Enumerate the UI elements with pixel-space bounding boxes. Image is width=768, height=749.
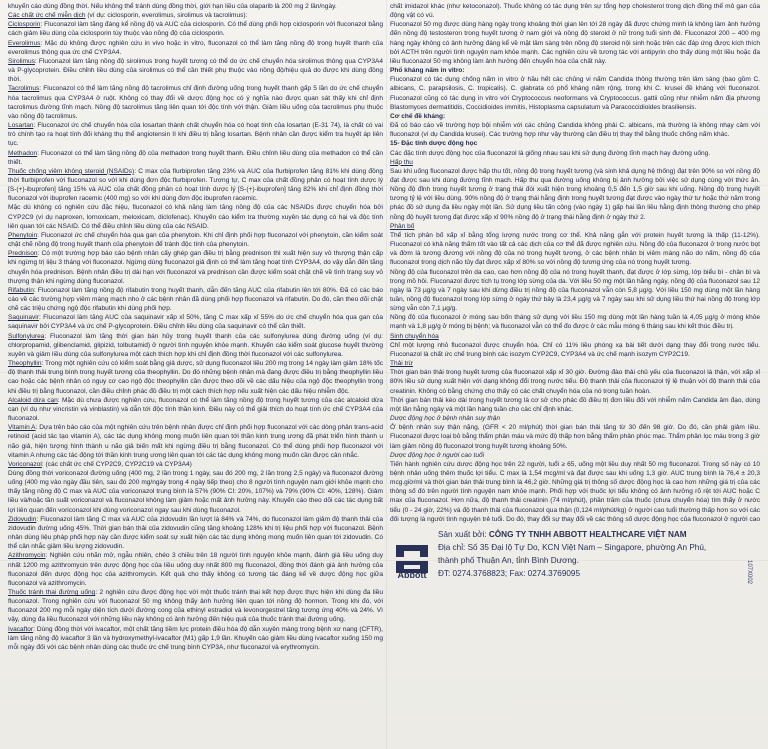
paragraph-text: Fluconazol 50 mg được dùng hàng ngày trong khoảng thời gian lên tới 28 ngày đã được chứng minh là không làm ảnh hưởng đến nồng độ testosteron trong huyết tương ở nam giới và nồng độ steroid ở nữ trong tuổi sinh đẻ. Fluconazol 200 – 400 mg hàng ngày không có ảnh hưởng đáng kể về mặt lâm sàng trên nồng độ steroid nội sinh hoặc trên các đáp ứng được kích thích bởi ACTH trên người tình nguyện nam khỏe mạnh. Các nghiên cứu về tương tác với antipyrin cho thấy dùng một liều hoặc đa liều fluconazol 50 mg không làm ảnh hưởng đến chuyển hóa của chất này. — [390, 21, 760, 65]
term-label: Phenytoin — [8, 231, 38, 239]
paragraph — [390, 121, 760, 139]
paragraph — [8, 2, 383, 11]
paragraph — [390, 2, 760, 20]
term-label: Tacrolimus — [8, 85, 40, 93]
paragraph-text: Thể tích phân bố xấp xỉ bằng tổng lượng nước trong cơ thể. Khả năng gắn với protein huyết tương là thấp (11-12%). Fluconazol có khả năng thấm tốt vào tất cả các dịch của cơ thể đã được nghiên cứu. Nồng độ của fluconazol ở trong nước bọt và đờm là tương đương với nồng độ của nó trong huyết tương, ở các bệnh nhân bị viêm màng não do nấm, nồng độ của fluconazol trong dịch não tủy đạt được xấp xỉ 80% so với nồng độ tương ứng của nó trong huyết tương. — [390, 231, 760, 267]
term-label: Saquinavir — [8, 314, 39, 322]
sub-label: Phân bố — [390, 222, 415, 230]
paragraph — [8, 359, 383, 396]
term-label: Zidovudin — [8, 515, 37, 523]
paragraph — [390, 313, 760, 331]
paragraph-text: Fluconazol có tác dụng chống nấm in vitro ở hầu hết các chủng vi nấm Candida thông thường trên lâm sàng (bao gồm C. albicans, C. parapsilosis, C. tropicalis). C. glabrata có phổ kháng nấm rộng, trong khi C. krusei đề kháng với fluconazol. Fluconazol cũng có tác dụng in vitro với Cryptococcus neoformans và Cryptococcus. gattii cũng như nhiễm nấm địa phương Blastomyces dermatitidis, Coccidioides immitis, Histoplasma capsulatum và Paracoccidioides brasiliensis. — [390, 76, 760, 111]
paragraph-text: : Fluconazol làm tăng thời gian bán hủy trong huyết thanh của các sulfonylurea dùng đường uống (ví dụ: chlorpropamid, glibenclamid, glipizid, tolbutamid) ở người tình nguyện khỏe mạnh. Khuyến cáo kiểm soát glucose huyết thường xuyên và giảm liều dùng của sulfonylurea một cách thích hợp khi chỉ định đồng thời fluconazol với các sulfonylurea. — [8, 332, 383, 358]
paragraph — [390, 414, 760, 423]
term-label: Ciclosporin — [8, 21, 41, 29]
column-divider — [386, 0, 387, 749]
paragraph — [390, 460, 760, 524]
paragraph-text: Dùng đồng thời voriconazol đường uống (400 mg, 2 lần trong 1 ngày, sau đó 200 mg, 2 lần trong 2,5 ngày) và fluconazol đường uống (400 mg vào ngày đầu tiên, sau đó 200 mg/ngày trong 4 ngày tiếp theo) cho 8 người tình nguyện nam giới khỏe mạnh cho thấy tăng nồng độ C max và AUC của voriconazol trung bình là 57% (90% CI: 20%, 107%) và 79% (90% CI: 40%, 128%). Giảm liều và/hoặc tần suất voriconazol và fluconazol không làm giảm hoặc mất ảnh hưởng này. Khuyến cáo theo dõi các tác dụng bất lợi liên quan đến voriconazol khi dùng voriconazol ngay sau khi dùng fluconazol. — [8, 469, 383, 514]
manufacturer-name: CÔNG TY TNHH ABBOTT HEALTHCARE VIỆT NAM — [488, 530, 687, 539]
paragraph-text: : Trong một nghiên cứu có kiểm soát bằng giả dược, sử dụng fluconazol liều 200 mg trong 14 ngày làm giảm 18% tốc độ thanh thải trung bình trong huyết tương của theophyllin. Do đó những bệnh nhân mà đang được điều trị bằng theophyllin liều cao hoặc các bệnh nhân có nguy cơ cao ngộ độc theophyllin cần được theo dõi về các dấu hiệu của ngộ độc theophyllin trong khi điều trị bằng fluconazol, cần điều chỉnh phác đồ điều trị một cách thích hợp nếu xuất hiện các dấu hiệu nhiễm độc. — [8, 360, 383, 395]
sub-label: Hấp thu — [390, 158, 413, 166]
term-label: Voriconazol — [8, 460, 42, 468]
manufacturer-label: Sản xuất bởi: — [438, 530, 489, 539]
term-label: Alcaloid dừa cạn — [8, 396, 58, 404]
paragraph — [8, 84, 383, 121]
paragraph — [390, 231, 760, 268]
left-text-column — [8, 2, 383, 747]
term-label: Sulfonylurea — [8, 332, 45, 340]
paragraph — [8, 588, 383, 625]
paragraph-text: : Dựa trên báo cáo của một nghiên cứu trên bệnh nhân được chỉ định phối hợp fluconazol với các dòng phân trans-acid retinoid (acid tác tạo vitamin A), các tác dụng không mong muốn liên quan tới thần kinh trung ương đã phát triển hình thành u não giả, hiện tượng hình thành u não giả biến mất khi ngừng điều trị bằng fluconazol. Có thể dùng phối hợp fluconazol với vitamin A nhưng các tác động tới thần kinh trung ương liên quan tới các tác dụng không mong muốn cần được cân nhắc. — [8, 424, 383, 459]
paragraph-text: : C max của flurbiprofen tăng 23% và AUC của flurbiprofen tăng 81% khi dùng đồng thời flurbiprofen với fluconazol so với khi dùng đơn độc flurbiprofen. Tương tự, C max của chất đồng phân có hoạt tính dược lý [S-(+)-ibuprofen] tăng 15% và AUC của chất đồng phân có hoạt tính dược lý [S-(+)-ibuprofen] tăng 82% khi chỉ định đồng thời fluconazol với ibuprofen racemic (400 mg) so với khi dùng đơn độc ibuprofen racemic. — [8, 167, 383, 203]
term-label: Everolimus — [8, 39, 41, 47]
paragraph — [390, 167, 760, 222]
paragraph — [8, 286, 383, 313]
paragraph — [8, 423, 383, 460]
paragraph — [8, 167, 383, 204]
paragraph-text: Thời gian bán thải trong huyết tương của fluconazol xấp xỉ 30 giờ. Đường đào thải chủ yếu của fluconazol là thận, với xấp xỉ 80% liều sử dụng xuất hiện với dạng không đổi trong nước tiểu. Độ thanh thải của fluconazol tỷ lệ thuận với độ thanh thải của creatinin. Không có bằng chứng cho thấy có các chất chuyển hóa của nó trong tuần hoàn. — [390, 369, 760, 395]
paragraph-text: : Fluconazol ức chế chuyển hóa của losartan thành chất chuyển hóa có hoạt tính của losartan (E-31 74), là chất có vai trò chính tạo ra hoạt tính đối kháng thụ thể angiotensin II khi điều trị bằng losartan. Bệnh nhân cần được kiểm tra huyết áp liên tục. — [8, 122, 383, 148]
blank-area — [390, 604, 760, 744]
ital-label: Dược động học ở người cao tuổi — [390, 451, 485, 459]
paragraph — [390, 396, 760, 414]
paragraph-text: : Fluconazol làm tăng AUC của saquinavir xấp xỉ 50%, tăng C max xấp xỉ 55% do ức chế chuyển hóa qua gan của saquinavir bởi CYP3A4 và ức chế P-glycoprotein. Điều chỉnh liều dùng của saquinavir có thể cần thiết. — [8, 314, 383, 331]
paragraph — [8, 313, 383, 331]
paragraph-text: Đã có báo cáo về trường hợp bội nhiễm với các chủng Candida không phải C. albicans, mà thường là không nhạy cảm với fluconazol (ví dụ Candida krusei). Các trường hợp như vậy thường cần điều trị thay thế bằng thuốc chống nấm khác. — [390, 122, 760, 139]
paragraph-text: Nồng độ của fluconazol trên da cao, cao hơn nồng độ của nó trong huyết thanh, đạt được ở lớp sừng, lớp biểu bì - chân bì và trong mồ hôi. Fluconazol được tích tụ trong lớp sừng của da. Với liều 50 mg một lần hằng ngày, nồng độ của fluconazol sau 12 ngày là 73 µg/g và 7 ngày sau khi dừng điều trị nồng độ của fluconazol vẫn còn 5,8 µg/g. Với liều 150 mg dùng một lần hàng tuần, nồng độ fluconazol trong lớp sừng ở ngày thứ bảy là 23,4 µg/g và 7 ngày sau khi sử dụng liều thứ hai nồng độ trong lớp sừng vẫn còn 7,1 µg/g. — [390, 268, 760, 313]
manufacturer-block — [390, 520, 760, 598]
paragraph — [390, 149, 760, 158]
paragraph-text: : Mặc dù chưa được nghiên cứu, fluconazol có thể làm tăng nồng độ trong huyết tương của các alcaloid dừa cạn (ví dụ như vincristin và vinblastin) và dẫn tới độc tính thần kinh. Điều này có thể giải thích do hoạt tính ức chế CYP3A4 của fluconazol. — [8, 396, 383, 423]
paragraph — [390, 332, 760, 341]
paragraph-text: chất imidazol khác (như ketoconazol). Thuốc không có tác dụng trên sự tổng hợp cholesterol trong dịch đồng thể mô gan của động vật có vú. — [390, 3, 760, 20]
paragraph — [8, 20, 383, 38]
paragraph — [390, 451, 760, 460]
paragraph — [390, 20, 760, 66]
paragraph-text: Chỉ một lượng nhỏ fluconazol được chuyển hóa. Chỉ có 11% liều phóng xạ bài tiết dưới dạng thay đổi trong nước tiểu. Fluconazol là chất ức chế trung bình các isozym CYP2C9, CYP3A4 và ức chế mạnh isozym CYP2C19. — [390, 341, 760, 358]
paragraph-text: : Fluconazol làm tăng nồng độ sirolimus trong huyết tương có thể do ức chế chuyển hóa sirolimus thông qua CYP3A4 và P-glycoprotein. Điều chỉnh liều dùng của sirolimus có thể cần thiết phụ thuộc vào nồng độ/hiệu quả do được khi dùng đồng thời. — [8, 57, 383, 84]
paragraph — [8, 57, 383, 84]
term-label: Rifabutin — [8, 286, 34, 294]
term-label: Thuốc tránh thai đường uống — [8, 589, 96, 596]
paragraph-text: Ở bệnh nhân suy thận nặng, (GFR < 20 ml/phút) thời gian bán thải tăng từ 30 đến 98 giờ. Do đó, cần phải giảm liều. Fluconazol được loại bỏ bằng thẩm phân máu và mức độ thấp hơn bằng thẩm phân phúc mạc. Thẩm phân lọc máu trong 3 giờ làm giảm nồng độ fluconazol trong huyết tương khoảng 50%. — [390, 424, 760, 450]
paragraph — [8, 121, 383, 148]
paragraph — [390, 341, 760, 359]
paragraph — [390, 139, 760, 148]
term-label: Azithromycin — [8, 552, 46, 560]
paragraph-text: : Có một trường hợp báo cáo bệnh nhân cấy ghép gan điều trị bằng prednison thì xuất hiện suy vỏ thượng thận cấp khi ngừng trị liệu 3 tháng với fluconazol. Ngừng dùng fluconazol giả định có thể làm tăng hoạt tính CYP3A4, do vậy dẫn đến tăng chuyển hóa prednison. Bệnh nhân điều trị dài hạn với fluconazol và prednison cần được kiểm soát chặt chẽ về tình trạng suy vỏ thượng thận khi ngừng dùng fluconazol. — [8, 250, 383, 285]
paragraph-text: : Fluconazol làm tăng đáng kể nồng độ và AUC của ciclosporin. Có thể dùng phối hợp ciclosporin với fluconazol bằng cách giảm liều dùng của ciclosporin tùy thuộc vào nồng độ của ciclosporin. — [8, 21, 383, 38]
sub-label: Sinh chuyển hóa — [390, 332, 439, 340]
paragraph — [390, 423, 760, 450]
paragraph — [390, 368, 760, 395]
sub-label: Thải trừ — [390, 360, 413, 368]
head-label: Phổ kháng nấm in vitro: — [390, 67, 465, 75]
paragraph-text: : Nghiên cứu nhãn mở, ngẫu nhiên, chéo 3 chiều trên 18 người tình nguyện khỏe mạnh, đánh giá liều uống duy nhất 1200 mg azithromycin trên dược động học của liều uống duy nhất 800 mg fluconazol, đồng thời đánh giá ảnh hưởng của fluconazol đến dược động học của azithromycin. Kết quả cho thấy không có tương tác đáng kể về dược động học giữa fluconazol và azithromycin. — [8, 552, 383, 587]
term-label: Losartan — [8, 122, 34, 130]
paragraph — [8, 515, 383, 552]
paragraph — [8, 203, 383, 230]
paragraph — [390, 112, 760, 121]
paragraph-text: : (các chất ức chế CYP2C9, CYP2C19 và CYP3A4) — [41, 460, 192, 468]
paragraph-text: : Mặc dù không được nghiên cứu in vivo hoặc in vitro, fluconazol có thể làm tăng nồng độ trong huyết thanh của everolimus thông qua ức chế CYP3A4. — [8, 39, 383, 56]
head-label: Cơ chế đề kháng: — [390, 112, 446, 120]
paragraph-text: Mặc dù không có nghiên cứu đặc hiệu, fluconazol có khả năng làm tăng nồng độ của các NSAIDs được chuyển hóa bởi CYP2C9 (ví dụ naproxen, lornoxicam, meloxicam, diclofenac). Khuyến cáo kiểm tra thường xuyên tác dụng có hại và độc tính liên quan tới các NSAID. Có thể điều chỉnh liều dùng của các NSAID. — [8, 204, 383, 230]
paragraph — [8, 332, 383, 359]
term-label: Vitamin A — [8, 424, 36, 432]
paragraph-text: : Fluconazol ức chế chuyển hóa qua gan của phenytoin. Khi chỉ định phối hợp fluconazol với phenytoin, cần kiểm soát chặt chẽ nồng độ trong huyết thanh của phenytoin để tránh độc tính của phenytoin. — [8, 231, 383, 249]
term-label: Sirolimus — [8, 57, 35, 65]
paragraph — [8, 460, 383, 469]
paragraph — [8, 249, 383, 286]
paragraph — [8, 469, 383, 515]
head-label: 15- Đặc tính dược động học — [390, 140, 478, 148]
paragraph-text: : Fluconazol làm tăng nồng độ rifabutin trong huyết thanh, dẫn đến tăng AUC của rifabutin lên tới 80%. Đã có các báo cáo về các trường hợp viêm màng mạch nho ở các bệnh nhân đã dùng phối hợp fluconazol và rifabutin. Do đó, cần theo dõi chặt chẽ các triệu chứng ngộ độc rifabutin khi dùng phối hợp. — [8, 286, 383, 313]
paragraph-text: (ví dụ: ciclosporin, everolimus, sirolimus và tacrolimus): — [85, 12, 248, 20]
paragraph — [8, 551, 383, 588]
phone-fax-line: ĐT: 0274.3768823; Fax: 0274.3769095 — [438, 569, 581, 578]
paragraph — [8, 396, 383, 423]
right-text-column — [390, 2, 760, 524]
ital-label: Dược động học ở bệnh nhân suy thận — [390, 415, 500, 423]
paragraph-text: khuyến cáo dùng đồng thời. Nếu không thể tránh dùng đồng thời, giới hạn liều của olaparib là 200 mg 2 lần/ngày. — [8, 3, 337, 10]
term-label: Theophyllin — [8, 360, 42, 368]
paragraph — [8, 625, 383, 652]
paragraph — [8, 39, 383, 57]
address-line: Địa chỉ: Số 35 Đại lộ Tự Do, KCN Việt Nam – Singapore, phường An Phú, — [438, 543, 707, 552]
paragraph — [8, 11, 383, 20]
paragraph-text: : Fluconazol có thể làm tăng nồng độ của methadon trong huyết thanh. Điều chỉnh liều dùng của methadon có thể cần thiết. — [8, 149, 383, 166]
term-label: Thuốc chống viêm không steroid (NSAIDs) — [8, 167, 135, 175]
paragraph-text: Tiến hành nghiên cứu dược động học trên 22 người, tuổi ≥ 65, uống một liều duy nhất 50 mg fluconazol. Trong số này có 10 bệnh nhân uống thêm thuốc lợi tiểu. C max là 1,54 mcg/ml và đạt được sau khi uống 1,3 giờ. AUC trung bình là 76,4 ± 20,3 mcg.giờ/ml và thời gian bán thải trung bình là 46,2 giờ. Những giá trị thông số dược động học là cao hơn những giá trị của các thông số đó trên người tình nguyện nam khỏe mạnh. Phối hợp với thuốc lợi tiểu không có ảnh hưởng rõ rệt tới AUC hoặc C max của fluconazol. Hơn nữa, độ thanh thải creatinin (74 ml/phút), phần trăm của thuốc (chưa chuyển hóa) tìm thấy ở nước tiểu (0 - 24 giờ, 22%) và độ thanh thải của fluconazol qua thận (0,124 ml/phút/kg) ở người cao tuổi thường thấp hơn so với các đối tượng là người tình nguyện trẻ tuổi. Do đó, thay đổi sự thay đổi về các thông số dược động học của fluconazol ở người cao — [390, 460, 760, 523]
paragraph-text: Sau khi uống fluconazol được hấp thu tốt, nồng độ trong huyết tương (và sinh khả dụng hệ thống) đạt trên 90% so với nồng độ đạt được sau khi dùng đường tĩnh mạch. Hấp thu qua đường uống không bị ảnh hưởng bởi việc sử dụng cùng với thức ăn. Nồng độ đỉnh trong huyết tương ở trạng thái đói xuất hiện trong khoảng 0,5 đến 1,5 giờ sau khi uống. Nồng độ trong huyết tương tỷ lệ với liều dùng. 90% nồng độ ở trạng thái hằng định trong huyết tương đạt được vào ngày thứ tư hoặc thứ năm trong phác đồ sử dụng đa liều ngày một lần. Sử dụng liều tấn công (vào ngày 1) gấp hai lần liều hằng định thông thường cho phép nồng độ huyết tương đạt được xấp xỉ 90% nồng độ ở trạng thái hằng định ở ngày thứ 2. — [390, 167, 760, 221]
term-label: Prednison — [8, 250, 38, 258]
paragraph-text: : Fluconazol có thể làm tăng nồng độ tacrolimus chỉ định đường uống trong huyết thanh gấp 5 lần do ức chế chuyển hóa tacrolimus qua CYP3A4 ở ruột. Không có thay đổi về dược động học có ý nghĩa nào được quan sát thấy khi chỉ định tacrolimus đường tĩnh mạch. Nồng độ tacrolimus tăng liên quan tới độc tính với thận. Giảm liều uống của tacrolimus phụ thuộc vào nồng độ tacrolimus. — [8, 85, 383, 120]
logo-wordmark: Abbott — [397, 570, 427, 580]
term-label: Ivacaftor — [8, 625, 34, 633]
manufacturer-line — [438, 528, 738, 541]
address-line-2: thành phố Thuận An, tỉnh Bình Dương. — [438, 556, 579, 565]
paragraph — [390, 75, 760, 112]
term-label: Các chất ức chế miễn dịch — [8, 12, 86, 20]
term-label: Methadon — [8, 149, 38, 157]
paragraph — [390, 359, 760, 368]
paragraph-text: : Fluconazol làm tăng C max và AUC của zidovudin lần lượt là 84% và 74%, do fluconazol làm giảm độ thanh thải của zidovudin đường uống 45%. Thời gian bán thải của zidovudin cũng tăng khoảng 128% khi trị liệu phối hợp với fluconazol. Bệnh nhân dùng liệu pháp phối hợp này cần được kiểm soát sự xuất hiện các tác dụng không mong muốn liên quan tới zidovudin. Có thể cân nhắc giảm liều lượng zidovudin. — [8, 515, 383, 551]
paragraph-text: Thời gian bán thải kéo dài trong huyết tương là cơ sở cho phác đồ điều trị đơn liều đối với nhiễm nấm Candida âm đạo, dùng một lần hằng ngày và một lần hàng tuần cho các chỉ định khác. — [390, 396, 760, 413]
paragraph-text: Nồng độ của fluconazol ở móng sau bốn tháng sử dụng với liều 150 mg dùng một lần hàng tuần là 4,05 µg/g ở móng khỏe mạnh và 1,8 µg/g ở móng bị bệnh; và fluconazol vẫn có thể đo được ở các mẫu móng 6 tháng sau khi kết thúc điều trị. — [390, 314, 760, 331]
side-code: 107X002 — [746, 560, 752, 585]
paragraph — [8, 149, 383, 167]
paragraph — [8, 231, 383, 249]
paragraph — [390, 66, 760, 75]
paragraph — [390, 268, 760, 314]
paragraph-text: : Dùng đồng thời với ivacaftor, một chất tăng tiềm lực protein điều hòa độ dẫn xuyên màng trong bệnh xơ nang (CFTR), làm tăng nồng độ ivacaftor 3 lần và hydroxymethyl-ivacaftor (M1) gấp 1,9 lần. Khuyến cáo giảm liều dùng ivacaftor xuống 150 mg mỗi ngày đối với các bệnh nhân dùng các thuốc ức chế trung bình CYP3A, như fluconazol và erythromycin. — [8, 625, 383, 651]
paragraph — [390, 158, 760, 167]
paragraph — [390, 222, 760, 231]
paragraph-text: : 2 nghiên cứu được động học với một thuốc tránh thai kết hợp được thực hiện khi dùng đa liều fluconazol. Trong nghiên cứu với fluconazol 50 mg không thấy ảnh hưởng liên quan tới nồng độ hormon. Trong khi đó, với fluconazol 200 mg mỗi ngày diện tích dưới đường cong của ethinyl estradiol và levonorgestrel tăng tương ứng 40% và 24%. Vì vậy, dùng đa liều fluconazol với những liều này không có ảnh hưởng đến hiệu quả của thuốc tránh thai đường uống. — [8, 589, 383, 624]
paragraph-text: Các đặc tính dược động học của fluconazol là giống nhau sau khi sử dụng đường tĩnh mạch hay đường uống. — [390, 149, 711, 157]
